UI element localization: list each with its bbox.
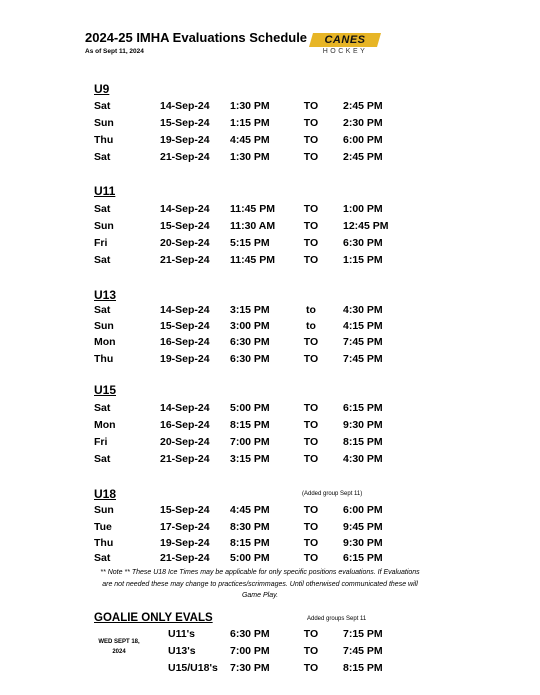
table-row bbox=[0, 353, 540, 370]
end-time-cell: 2:45 PM bbox=[343, 151, 383, 163]
date-cell: 14-Sep-24 bbox=[160, 100, 210, 112]
to-cell: TO bbox=[303, 628, 319, 640]
to-cell: TO bbox=[303, 645, 319, 657]
date-cell: 19-Sep-24 bbox=[160, 537, 210, 549]
table-row bbox=[0, 628, 540, 645]
start-time-cell: 3:00 PM bbox=[230, 320, 270, 332]
as-of-date: As of Sept 11, 2024 bbox=[85, 48, 144, 55]
section-title-u9: U9 bbox=[94, 82, 110, 96]
start-time-cell: 6:30 PM bbox=[230, 628, 270, 640]
end-time-cell: 2:30 PM bbox=[343, 117, 383, 129]
date-cell: 15-Sep-24 bbox=[160, 220, 210, 232]
table-row bbox=[0, 304, 540, 321]
end-time-cell: 1:15 PM bbox=[343, 254, 383, 266]
end-time-cell: 4:15 PM bbox=[343, 320, 383, 332]
day-cell: Sat bbox=[94, 151, 111, 163]
start-time-cell: 1:30 PM bbox=[230, 100, 270, 112]
table-row bbox=[0, 436, 540, 453]
table-row bbox=[0, 117, 540, 134]
start-time-cell: 4:45 PM bbox=[230, 504, 270, 516]
table-row bbox=[0, 521, 540, 538]
end-time-cell: 2:45 PM bbox=[343, 100, 383, 112]
to-cell: TO bbox=[303, 237, 319, 249]
table-row bbox=[0, 203, 540, 220]
section-title-u11: U11 bbox=[94, 184, 116, 198]
day-cell: Sat bbox=[94, 100, 111, 112]
end-time-cell: 6:15 PM bbox=[343, 402, 383, 414]
section-title-u13: U13 bbox=[94, 288, 117, 302]
to-cell: TO bbox=[303, 419, 319, 431]
to-cell: to bbox=[306, 320, 316, 332]
to-cell: TO bbox=[303, 100, 319, 112]
to-cell: TO bbox=[303, 537, 319, 549]
date-cell: 14-Sep-24 bbox=[160, 203, 210, 215]
date-cell: 21-Sep-24 bbox=[160, 552, 210, 564]
table-row bbox=[0, 645, 540, 662]
end-time-cell: 1:00 PM bbox=[343, 203, 383, 215]
to-cell: TO bbox=[303, 402, 319, 414]
start-time-cell: 7:00 PM bbox=[230, 436, 270, 448]
u18-added-note: (Added group Sept 11) bbox=[302, 491, 363, 497]
to-cell: TO bbox=[303, 134, 319, 146]
day-cell: Sat bbox=[94, 254, 111, 266]
goalie-added-note: Added groups Sept 11 bbox=[307, 616, 367, 622]
table-row bbox=[0, 419, 540, 436]
start-time-cell: 8:15 PM bbox=[230, 537, 270, 549]
goalie-date: WED SEPT 18, 2024 bbox=[98, 639, 140, 655]
to-cell: TO bbox=[303, 552, 319, 564]
end-time-cell: 9:30 PM bbox=[343, 537, 383, 549]
to-cell: TO bbox=[303, 151, 319, 163]
day-cell: Fri bbox=[94, 436, 108, 448]
table-row bbox=[0, 402, 540, 419]
table-row bbox=[0, 100, 540, 117]
to-cell: TO bbox=[303, 203, 319, 215]
end-time-cell: 8:15 PM bbox=[343, 436, 383, 448]
date-cell: 19-Sep-24 bbox=[160, 134, 210, 146]
u18-note: ** Note ** These U18 Ice Times may be applicable for only specific positions evaluations. If Evaluations are not needed these may change to practices/scrimmages. Until otherwised communicated these will Game Play. bbox=[100, 569, 420, 600]
start-time-cell: 3:15 PM bbox=[230, 453, 270, 465]
date-cell: 16-Sep-24 bbox=[160, 336, 210, 348]
to-cell: TO bbox=[303, 254, 319, 266]
group-cell: U13's bbox=[168, 645, 196, 657]
end-time-cell: 7:15 PM bbox=[343, 628, 383, 640]
to-cell: TO bbox=[303, 336, 319, 348]
date-cell: 14-Sep-24 bbox=[160, 402, 210, 414]
table-row bbox=[0, 662, 540, 679]
date-cell: 15-Sep-24 bbox=[160, 117, 210, 129]
end-time-cell: 8:15 PM bbox=[343, 662, 383, 674]
start-time-cell: 11:45 PM bbox=[230, 254, 275, 266]
start-time-cell: 1:15 PM bbox=[230, 117, 270, 129]
day-cell: Sat bbox=[94, 552, 111, 564]
table-row bbox=[0, 336, 540, 353]
start-time-cell: 1:30 PM bbox=[230, 151, 270, 163]
end-time-cell: 7:45 PM bbox=[343, 336, 383, 348]
table-row bbox=[0, 453, 540, 470]
date-cell: 21-Sep-24 bbox=[160, 453, 210, 465]
date-cell: 21-Sep-24 bbox=[160, 254, 210, 266]
table-row bbox=[0, 504, 540, 521]
to-cell: TO bbox=[303, 521, 319, 533]
day-cell: Sat bbox=[94, 203, 111, 215]
table-row bbox=[0, 151, 540, 168]
start-time-cell: 6:30 PM bbox=[230, 353, 270, 365]
day-cell: Sat bbox=[94, 304, 111, 316]
day-cell: Sun bbox=[94, 220, 114, 232]
day-cell: Sat bbox=[94, 402, 111, 414]
start-time-cell: 5:15 PM bbox=[230, 237, 270, 249]
start-time-cell: 7:30 PM bbox=[230, 662, 270, 674]
section-title-u18: U18 bbox=[94, 487, 117, 501]
day-cell: Thu bbox=[94, 353, 114, 365]
date-cell: 17-Sep-24 bbox=[160, 521, 210, 533]
date-cell: 15-Sep-24 bbox=[160, 504, 210, 516]
day-cell: Mon bbox=[94, 336, 116, 348]
to-cell: TO bbox=[303, 436, 319, 448]
end-time-cell: 4:30 PM bbox=[343, 453, 383, 465]
canes-hockey-logo bbox=[309, 33, 381, 55]
start-time-cell: 7:00 PM bbox=[230, 645, 270, 657]
goalie-section-title: GOALIE ONLY EVALS bbox=[94, 612, 213, 624]
end-time-cell: 7:45 PM bbox=[343, 353, 383, 365]
day-cell: Sat bbox=[94, 453, 111, 465]
table-row bbox=[0, 220, 540, 237]
to-cell: TO bbox=[303, 662, 319, 674]
start-time-cell: 8:30 PM bbox=[230, 521, 270, 533]
date-cell: 20-Sep-24 bbox=[160, 237, 210, 249]
date-cell: 19-Sep-24 bbox=[160, 353, 210, 365]
end-time-cell: 6:15 PM bbox=[343, 552, 383, 564]
to-cell: TO bbox=[303, 453, 319, 465]
logo-word: CANES bbox=[324, 34, 366, 46]
date-cell: 16-Sep-24 bbox=[160, 419, 210, 431]
date-cell: 15-Sep-24 bbox=[160, 320, 210, 332]
day-cell: Mon bbox=[94, 419, 116, 431]
start-time-cell: 4:45 PM bbox=[230, 134, 270, 146]
table-row bbox=[0, 134, 540, 151]
day-cell: Fri bbox=[94, 237, 108, 249]
start-time-cell: 8:15 PM bbox=[230, 419, 270, 431]
date-cell: 14-Sep-24 bbox=[160, 304, 210, 316]
table-row bbox=[0, 254, 540, 271]
day-cell: Thu bbox=[94, 134, 114, 146]
start-time-cell: 11:45 PM bbox=[230, 203, 275, 215]
day-cell: Tue bbox=[94, 521, 112, 533]
page-title: 2024-25 IMHA Evaluations Schedule bbox=[85, 30, 308, 45]
day-cell: Sun bbox=[94, 117, 114, 129]
day-cell: Sun bbox=[94, 504, 114, 516]
table-row bbox=[0, 237, 540, 254]
end-time-cell: 7:45 PM bbox=[343, 645, 383, 657]
table-row bbox=[0, 320, 540, 337]
day-cell: Sun bbox=[94, 320, 114, 332]
end-time-cell: 4:30 PM bbox=[343, 304, 383, 316]
date-cell: 20-Sep-24 bbox=[160, 436, 210, 448]
end-time-cell: 6:30 PM bbox=[343, 237, 383, 249]
end-time-cell: 6:00 PM bbox=[343, 134, 383, 146]
section-title-u15: U15 bbox=[94, 383, 117, 397]
end-time-cell: 6:00 PM bbox=[343, 504, 383, 516]
end-time-cell: 12:45 PM bbox=[343, 220, 389, 232]
start-time-cell: 6:30 PM bbox=[230, 336, 270, 348]
start-time-cell: 11:30 AM bbox=[230, 220, 276, 232]
to-cell: TO bbox=[303, 353, 319, 365]
to-cell: TO bbox=[303, 504, 319, 516]
start-time-cell: 3:15 PM bbox=[230, 304, 270, 316]
start-time-cell: 5:00 PM bbox=[230, 552, 270, 564]
group-cell: U11's bbox=[168, 628, 196, 640]
group-cell: U15/U18's bbox=[168, 662, 218, 674]
end-time-cell: 9:45 PM bbox=[343, 521, 383, 533]
end-time-cell: 9:30 PM bbox=[343, 419, 383, 431]
to-cell: TO bbox=[303, 117, 319, 129]
date-cell: 21-Sep-24 bbox=[160, 151, 210, 163]
start-time-cell: 5:00 PM bbox=[230, 402, 270, 414]
day-cell: Thu bbox=[94, 537, 114, 549]
logo-subtext: HOCKEY bbox=[322, 48, 368, 55]
to-cell: to bbox=[306, 304, 316, 316]
to-cell: TO bbox=[303, 220, 319, 232]
